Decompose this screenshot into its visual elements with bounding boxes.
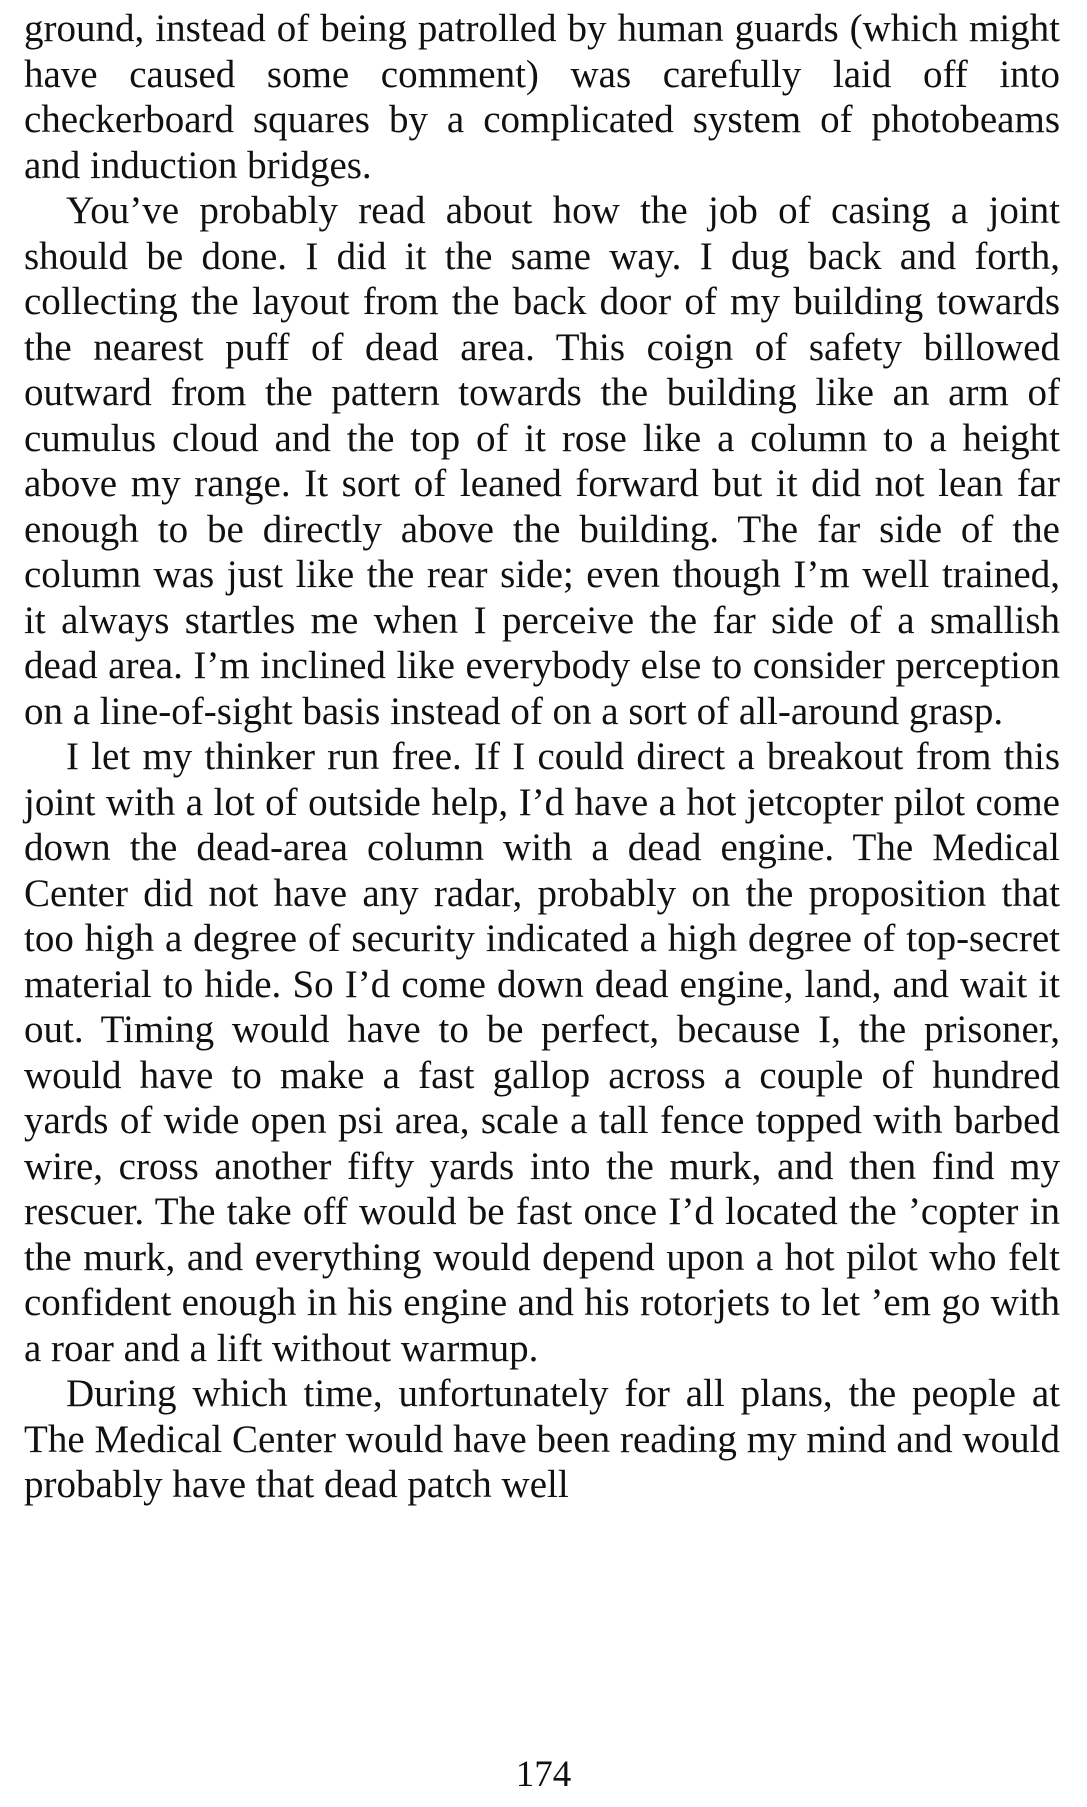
- paragraph-casing-joint: You’ve probably read about how the job of casing a joint should be done. I did it the same way. I dug back and forth, collecting the layout from the back door of my building towards the nearest puff of dead area. This coign of safety billowed outward from the pattern towards the building like an arm of cumulus cloud and the top of it rose like a column to a height above my range. It sort of leaned forward but it did not lean far enough to be directly above the building. The far side of the column was just like the rear side; even though I’m well trained, it always startles me when I perceive the far side of a smallish dead area. I’m inclined like everybody else to consider perception on a line-of-sight basis instead of on a sort of all-around grasp.: [24, 189, 1060, 733]
- paragraph-breakout-plan: I let my thinker run free. If I could direct a breakout from this joint with a lot of outside help, I’d have a hot jetcopter pilot come down the dead-area column with a dead engine. The Medical Center did not have any radar, probably on the proposition that too high a degree of security indicated a high degree of top-secret material to hide. So I’d come down dead engine, land, and wait it out. Timing would have to be perfect, because I, the prisoner, would have to make a fast gallop across a couple of hundred yards of wide open psi area, scale a tall fence topped with barbed wire, cross another fifty yards into the murk, and then find my rescuer. The take off would be fast once I’d located the ’copter in the murk, and everything would depend upon a hot pilot who felt confident enough in his engine and his rotorjets to let ’em go with a roar and a lift without warmup.: [24, 735, 1060, 1370]
- page-number: 174: [515, 1754, 572, 1795]
- paragraph-continuation: ground, instead of being patrolled by human guards (which might have caused some comment) was carefully laid off into checkerboard squares by a complicated system of photobeams and induction bridges.: [24, 7, 1060, 187]
- book-page: [24, 6, 1060, 1801]
- paragraph-mind-reading: During which time, unfortunately for all plans, the people at The Medical Center would have been reading my mind and would probably have that dead patch well: [24, 1372, 1060, 1506]
